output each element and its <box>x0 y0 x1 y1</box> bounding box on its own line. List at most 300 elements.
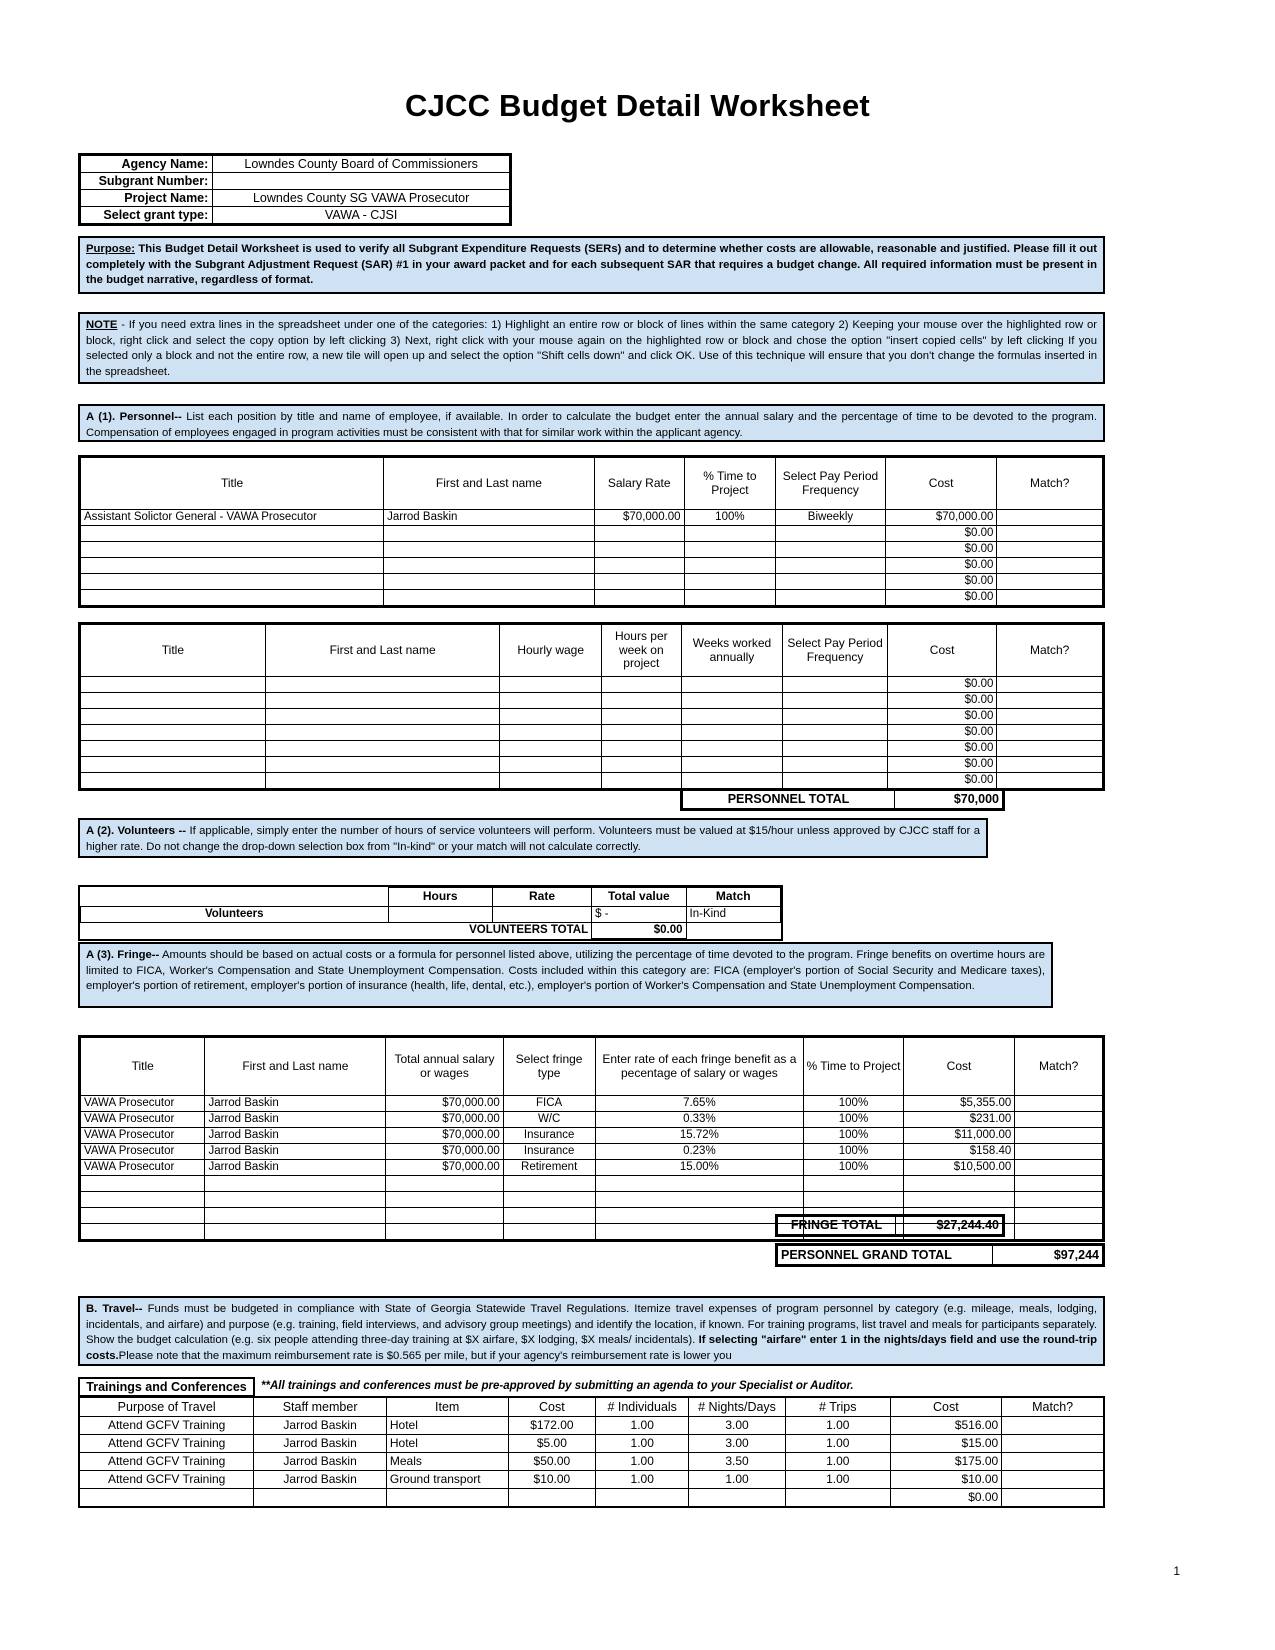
personnel-hourly-cell-title[interactable] <box>81 741 266 757</box>
personnel-salary-col-1: First and Last name <box>384 458 595 510</box>
fringe-cell-title[interactable] <box>81 1176 205 1192</box>
personnel-salary-cell-match[interactable] <box>997 542 1103 558</box>
note-instruction-box <box>78 312 1105 384</box>
table-row <box>80 1453 1104 1471</box>
fringe-cell-name[interactable]: Jarrod Baskin <box>205 1112 386 1128</box>
personnel-salary-cell-pct_time[interactable] <box>684 574 776 590</box>
fringe-cell-salary[interactable] <box>386 1192 504 1208</box>
trainings-cell-nights[interactable]: 3.00 <box>689 1435 786 1453</box>
purpose-instruction-box <box>78 236 1105 294</box>
personnel-hourly-cell-cost[interactable]: $0.00 <box>887 677 996 693</box>
trainings-cell-trips[interactable]: 1.00 <box>785 1471 890 1489</box>
personnel-hourly-cell-cost[interactable]: $0.00 <box>887 773 996 789</box>
trainings-cell-cost[interactable]: $0.00 <box>890 1489 1002 1507</box>
personnel-salary-cell-match[interactable] <box>997 558 1103 574</box>
fringe-cell-fringe_type[interactable] <box>503 1176 595 1192</box>
fringe-cell-title[interactable] <box>81 1208 205 1224</box>
personnel-hourly-cell-hours_week[interactable] <box>601 677 681 693</box>
fringe-cell-pct_time[interactable] <box>804 1176 904 1192</box>
fringe-cell-rate[interactable] <box>595 1208 804 1224</box>
fringe-cell-name[interactable] <box>205 1192 386 1208</box>
fringe-cell-title[interactable] <box>81 1224 205 1240</box>
fringe-cell-cost[interactable]: $10,500.00 <box>903 1160 1015 1176</box>
fringe-cell-fringe_type[interactable]: Retirement <box>503 1160 595 1176</box>
personnel-hourly-cell-hours_week[interactable] <box>601 773 681 789</box>
table-row <box>80 1489 1104 1507</box>
trainings-col-3: Cost <box>508 1398 596 1417</box>
fringe-col-3: Select fringe type <box>503 1038 595 1096</box>
table-row <box>81 741 1103 757</box>
fringe-col-5: % Time to Project <box>804 1038 904 1096</box>
personnel-hourly-cell-weeks_annual[interactable] <box>681 725 783 741</box>
fringe-cell-cost[interactable] <box>903 1176 1015 1192</box>
personnel-salary-cell-salary_rate[interactable] <box>594 526 684 542</box>
personnel-grand-total-strip <box>775 1243 1105 1267</box>
volunteers-total-value-cell: $ - <box>592 906 686 922</box>
personnel-hourly-cell-match[interactable] <box>997 677 1103 693</box>
personnel-salary-col-6: Match? <box>997 458 1103 510</box>
trainings-cell-match[interactable] <box>1002 1471 1104 1489</box>
table-row <box>81 1096 1103 1112</box>
trainings-cell-purpose[interactable]: Attend GCFV Training <box>80 1453 254 1471</box>
personnel-hourly-cell-name[interactable] <box>265 773 500 789</box>
trainings-cell-nights[interactable] <box>689 1489 786 1507</box>
fringe-cell-salary[interactable]: $70,000.00 <box>386 1144 504 1160</box>
personnel-salary-cell-cost[interactable]: $70,000.00 <box>885 510 997 526</box>
fringe-cell-salary[interactable] <box>386 1224 504 1240</box>
trainings-cell-trips[interactable]: 1.00 <box>785 1417 890 1435</box>
trainings-cell-trips[interactable] <box>785 1489 890 1507</box>
fringe-cell-title[interactable]: VAWA Prosecutor <box>81 1096 205 1112</box>
grand-total-label: PERSONNEL GRAND TOTAL <box>778 1246 993 1265</box>
fringe-cell-pct_time[interactable]: 100% <box>804 1160 904 1176</box>
table-row <box>81 725 1103 741</box>
personnel-salary-col-5: Cost <box>885 458 997 510</box>
personnel-hourly-cell-match[interactable] <box>997 773 1103 789</box>
fringe-cell-salary[interactable] <box>386 1176 504 1192</box>
personnel-salary-cell-title[interactable] <box>81 558 384 574</box>
personnel-hourly-cell-title[interactable] <box>81 773 266 789</box>
personnel-salary-cell-pay_period[interactable]: Biweekly <box>776 510 886 526</box>
personnel-salary-cell-match[interactable] <box>997 526 1103 542</box>
fringe-cell-fringe_type[interactable]: Insurance <box>503 1144 595 1160</box>
section-b-instruction-box <box>78 1296 1105 1366</box>
personnel-hourly-cell-hourly_wage[interactable] <box>500 725 602 741</box>
personnel-hourly-cell-pay_period[interactable] <box>783 677 888 693</box>
fringe-cell-salary[interactable] <box>386 1208 504 1224</box>
personnel-hourly-col-3: Hours per week on project <box>601 625 681 677</box>
table-row <box>81 773 1103 789</box>
personnel-hourly-cell-hours_week[interactable] <box>601 725 681 741</box>
personnel-hourly-cell-title[interactable] <box>81 757 266 773</box>
personnel-hourly-cell-weeks_annual[interactable] <box>681 709 783 725</box>
personnel-salary-col-4: Select Pay Period Frequency <box>776 458 886 510</box>
fringe-col-2: Total annual salary or wages <box>386 1038 504 1096</box>
info-label-0: Agency Name: <box>81 156 213 173</box>
volunteers-total-value: $0.00 <box>592 922 686 938</box>
info-row <box>81 207 510 224</box>
fringe-cell-rate[interactable] <box>595 1176 804 1192</box>
fringe-col-4: Enter rate of each fringe benefit as a pecentage of salary or wages <box>595 1038 804 1096</box>
trainings-cell-individuals[interactable]: 1.00 <box>596 1435 689 1453</box>
fringe-cell-name[interactable]: Jarrod Baskin <box>205 1128 386 1144</box>
trainings-cell-individuals[interactable]: 1.00 <box>596 1417 689 1435</box>
personnel-total-strip <box>680 788 1005 811</box>
personnel-salary-cell-cost[interactable]: $0.00 <box>885 590 997 606</box>
personnel-hourly-cell-weeks_annual[interactable] <box>681 773 783 789</box>
section-b-bold-tail: If selecting "airfare" enter 1 in the nights/days field and use the round-trip costs. <box>86 1334 1097 1362</box>
fringe-cell-match[interactable] <box>1015 1176 1103 1192</box>
fringe-cell-name[interactable]: Jarrod Baskin <box>205 1096 386 1112</box>
fringe-cell-name[interactable] <box>205 1224 386 1240</box>
personnel-salary-cell-salary_rate[interactable] <box>594 558 684 574</box>
trainings-cell-purpose[interactable] <box>80 1489 254 1507</box>
fringe-cell-cost[interactable]: $231.00 <box>903 1112 1015 1128</box>
personnel-salary-cell-pct_time[interactable] <box>684 542 776 558</box>
personnel-salary-cell-match[interactable] <box>997 590 1103 606</box>
personnel-hourly-cell-hourly_wage[interactable] <box>500 773 602 789</box>
personnel-hourly-cell-title[interactable] <box>81 693 266 709</box>
personnel-salary-cell-name[interactable] <box>384 574 595 590</box>
section-a2-text: If applicable, simply enter the number of hours of service volunteers will perform. Volunteers must be valued at $15/hour unless approved by CJCC staff for a higher rate. Do not change the drop-down selection box from "In-kind" or your match will not calculate correctly. <box>86 825 980 853</box>
info-row <box>81 190 510 207</box>
fringe-cell-rate[interactable] <box>595 1192 804 1208</box>
volunteers-match-cell[interactable]: In-Kind <box>686 906 780 922</box>
volunteers-col-match: Match <box>686 888 780 907</box>
volunteers-col-rate: Rate <box>492 888 591 907</box>
personnel-hourly-cell-cost[interactable]: $0.00 <box>887 757 996 773</box>
personnel-salary-cell-name[interactable] <box>384 542 595 558</box>
section-a1-heading: A (1). Personnel-- <box>86 411 182 423</box>
fringe-cell-rate[interactable]: 15.00% <box>595 1160 804 1176</box>
personnel-hourly-cell-hourly_wage[interactable] <box>500 741 602 757</box>
personnel-salary-cell-pay_period[interactable] <box>776 542 886 558</box>
fringe-cell-match[interactable] <box>1015 1128 1103 1144</box>
fringe-cell-salary[interactable]: $70,000.00 <box>386 1128 504 1144</box>
fringe-total-label: FRINGE TOTAL <box>778 1217 896 1235</box>
trainings-cell-match[interactable] <box>1002 1453 1104 1471</box>
info-value-1[interactable] <box>213 173 510 190</box>
personnel-hourly-cell-cost[interactable]: $0.00 <box>887 693 996 709</box>
personnel-salary-cell-name[interactable] <box>384 590 595 606</box>
fringe-cell-cost[interactable]: $11,000.00 <box>903 1128 1015 1144</box>
personnel-hourly-cell-cost[interactable]: $0.00 <box>887 741 996 757</box>
fringe-cell-pct_time[interactable] <box>804 1192 904 1208</box>
trainings-cell-unit_cost[interactable] <box>508 1489 596 1507</box>
personnel-hourly-cell-hours_week[interactable] <box>601 741 681 757</box>
fringe-cell-fringe_type[interactable]: W/C <box>503 1112 595 1128</box>
volunteers-col-total-value: Total value <box>592 888 686 907</box>
table-row <box>81 510 1103 526</box>
fringe-cell-name[interactable] <box>205 1176 386 1192</box>
trainings-cell-staff[interactable]: Jarrod Baskin <box>254 1471 387 1489</box>
trainings-cell-staff[interactable] <box>254 1489 387 1507</box>
table-row <box>81 542 1103 558</box>
fringe-cell-match[interactable] <box>1015 1096 1103 1112</box>
fringe-cell-match[interactable] <box>1015 1192 1103 1208</box>
personnel-hourly-cell-name[interactable] <box>265 757 500 773</box>
personnel-hourly-cell-name[interactable] <box>265 725 500 741</box>
trainings-cell-match[interactable] <box>1002 1417 1104 1435</box>
trainings-cell-unit_cost[interactable]: $10.00 <box>508 1471 596 1489</box>
trainings-col-8: Match? <box>1002 1398 1104 1417</box>
fringe-cell-fringe_type[interactable] <box>503 1224 595 1240</box>
personnel-hourly-cell-name[interactable] <box>265 677 500 693</box>
trainings-cell-nights[interactable]: 3.50 <box>689 1453 786 1471</box>
trainings-cell-staff[interactable]: Jarrod Baskin <box>254 1417 387 1435</box>
personnel-salary-cell-cost[interactable]: $0.00 <box>885 526 997 542</box>
personnel-hourly-cell-name[interactable] <box>265 693 500 709</box>
personnel-salary-cell-pct_time[interactable] <box>684 590 776 606</box>
trainings-cell-unit_cost[interactable]: $5.00 <box>508 1435 596 1453</box>
personnel-hourly-cell-hourly_wage[interactable] <box>500 709 602 725</box>
fringe-col-6: Cost <box>903 1038 1015 1096</box>
personnel-hourly-cell-match[interactable] <box>997 757 1103 773</box>
purpose-heading: Purpose: <box>86 243 135 255</box>
fringe-cell-fringe_type[interactable] <box>503 1208 595 1224</box>
personnel-salary-table <box>78 455 1105 608</box>
personnel-hourly-cell-hours_week[interactable] <box>601 757 681 773</box>
personnel-hourly-cell-cost[interactable]: $0.00 <box>887 725 996 741</box>
personnel-hourly-cell-hourly_wage[interactable] <box>500 757 602 773</box>
personnel-hourly-cell-name[interactable] <box>265 709 500 725</box>
section-a1-instruction-box <box>78 404 1105 442</box>
trainings-cell-item[interactable]: Hotel <box>386 1417 508 1435</box>
fringe-cell-pct_time[interactable]: 100% <box>804 1144 904 1160</box>
table-row <box>81 574 1103 590</box>
section-a3-text: Amounts should be based on actual costs or a formula for personnel listed above, utilizing the percentage of time devoted to the program. Fringe benefits on overtime hours are limited to FICA, Worker's Compensation and State Unemployment Compensation. Costs included within this category are: FICA (employer's portion of Social Security and Medicare taxes), employer's portion of retirement, employer's portion of insurance (health, life, dental, etc.), employer's portion of Worker's Compensation and State Unemployment Compensation. <box>86 949 1045 993</box>
personnel-hourly-cell-weeks_annual[interactable] <box>681 693 783 709</box>
fringe-cell-pct_time[interactable]: 100% <box>804 1112 904 1128</box>
fringe-cell-fringe_type[interactable] <box>503 1192 595 1208</box>
fringe-cell-rate[interactable] <box>595 1224 804 1240</box>
personnel-salary-cell-salary_rate[interactable] <box>594 542 684 558</box>
personnel-hourly-cell-name[interactable] <box>265 741 500 757</box>
table-row <box>81 526 1103 542</box>
trainings-cell-cost[interactable]: $10.00 <box>890 1471 1002 1489</box>
personnel-hourly-cell-pay_period[interactable] <box>783 709 888 725</box>
personnel-hourly-cell-hours_week[interactable] <box>601 709 681 725</box>
trainings-cell-individuals[interactable]: 1.00 <box>596 1471 689 1489</box>
trainings-cell-item[interactable]: Hotel <box>386 1435 508 1453</box>
fringe-cell-rate[interactable]: 7.65% <box>595 1096 804 1112</box>
fringe-cell-rate[interactable]: 15.72% <box>595 1128 804 1144</box>
personnel-salary-cell-pay_period[interactable] <box>776 590 886 606</box>
trainings-col-2: Item <box>386 1398 508 1417</box>
fringe-cell-match[interactable] <box>1015 1112 1103 1128</box>
personnel-salary-cell-pay_period[interactable] <box>776 526 886 542</box>
volunteers-hours-cell[interactable] <box>388 906 492 922</box>
personnel-hourly-cell-match[interactable] <box>997 709 1103 725</box>
note-heading: NOTE <box>86 319 118 331</box>
fringe-cell-cost[interactable]: $5,355.00 <box>903 1096 1015 1112</box>
volunteers-row-label[interactable]: Volunteers <box>81 906 389 922</box>
personnel-hourly-col-7: Match? <box>997 625 1103 677</box>
personnel-hourly-cell-pay_period[interactable] <box>783 741 888 757</box>
table-row <box>81 1192 1103 1208</box>
table-row <box>81 558 1103 574</box>
personnel-salary-cell-pay_period[interactable] <box>776 558 886 574</box>
personnel-salary-cell-name[interactable]: Jarrod Baskin <box>384 510 595 526</box>
personnel-salary-cell-cost[interactable]: $0.00 <box>885 542 997 558</box>
personnel-hourly-cell-title[interactable] <box>81 709 266 725</box>
personnel-salary-cell-title[interactable] <box>81 590 384 606</box>
info-value-3[interactable]: VAWA - CJSI <box>213 207 510 224</box>
page-number: 1 <box>1173 1564 1180 1578</box>
section-b-cut-line: Please note that the maximum reimbursement rate is $0.565 per mile, but if your agency's reimbursement rate is lower you <box>118 1349 732 1362</box>
fringe-cell-match[interactable] <box>1015 1208 1103 1224</box>
personnel-salary-cell-title[interactable] <box>81 574 384 590</box>
trainings-cell-unit_cost[interactable]: $50.00 <box>508 1453 596 1471</box>
trainings-cell-match[interactable] <box>1002 1435 1104 1453</box>
page-title: CJCC Budget Detail Worksheet <box>405 88 870 123</box>
fringe-cell-title[interactable]: VAWA Prosecutor <box>81 1160 205 1176</box>
fringe-cell-rate[interactable]: 0.23% <box>595 1144 804 1160</box>
personnel-salary-cell-match[interactable] <box>997 510 1103 526</box>
personnel-hourly-cell-hourly_wage[interactable] <box>500 693 602 709</box>
personnel-hourly-col-0: Title <box>81 625 266 677</box>
trainings-cell-trips[interactable]: 1.00 <box>785 1453 890 1471</box>
trainings-header-row <box>78 1377 1105 1397</box>
volunteers-rate-cell[interactable] <box>492 906 591 922</box>
personnel-hourly-cell-match[interactable] <box>997 741 1103 757</box>
personnel-hourly-cell-hours_week[interactable] <box>601 693 681 709</box>
trainings-cell-cost[interactable]: $15.00 <box>890 1435 1002 1453</box>
personnel-hourly-cell-pay_period[interactable] <box>783 757 888 773</box>
trainings-cell-purpose[interactable]: Attend GCFV Training <box>80 1435 254 1453</box>
section-a2-instruction-box <box>78 818 988 858</box>
fringe-cell-pct_time[interactable]: 100% <box>804 1096 904 1112</box>
fringe-cell-title[interactable]: VAWA Prosecutor <box>81 1112 205 1128</box>
personnel-hourly-cell-pay_period[interactable] <box>783 693 888 709</box>
fringe-cell-match[interactable] <box>1015 1144 1103 1160</box>
personnel-hourly-cell-hourly_wage[interactable] <box>500 677 602 693</box>
section-b-heading: B. Travel-- <box>86 1303 143 1315</box>
trainings-table <box>78 1396 1105 1508</box>
fringe-cell-rate[interactable]: 0.33% <box>595 1112 804 1128</box>
personnel-salary-cell-match[interactable] <box>997 574 1103 590</box>
personnel-total-value: $70,000 <box>895 791 1003 809</box>
fringe-cell-salary[interactable]: $70,000.00 <box>386 1160 504 1176</box>
personnel-salary-cell-pct_time[interactable] <box>684 558 776 574</box>
trainings-cell-purpose[interactable]: Attend GCFV Training <box>80 1417 254 1435</box>
fringe-cell-fringe_type[interactable]: Insurance <box>503 1128 595 1144</box>
personnel-hourly-cell-pay_period[interactable] <box>783 725 888 741</box>
fringe-table <box>78 1035 1105 1242</box>
trainings-cell-individuals[interactable] <box>596 1489 689 1507</box>
trainings-col-5: # Nights/Days <box>689 1398 786 1417</box>
purpose-text: This Budget Detail Worksheet is used to verify all Subgrant Expenditure Requests (SERs) and to determine whether costs are allowable, reasonable and justified. Please fill it out completely with the Subgrant Adjustment Request (SAR) #1 in your award packet and for each subsequent SAR that requires a budget change. All required information must be present in the budget narrative, regardless of format. <box>86 243 1097 287</box>
personnel-salary-cell-pct_time[interactable] <box>684 526 776 542</box>
fringe-cell-match[interactable] <box>1015 1224 1103 1240</box>
personnel-salary-cell-cost[interactable]: $0.00 <box>885 574 997 590</box>
table-row <box>81 1160 1103 1176</box>
fringe-cell-pct_time[interactable]: 100% <box>804 1128 904 1144</box>
personnel-hourly-cell-weeks_annual[interactable] <box>681 677 783 693</box>
personnel-salary-cell-title[interactable] <box>81 542 384 558</box>
fringe-cell-title[interactable]: VAWA Prosecutor <box>81 1144 205 1160</box>
personnel-hourly-col-2: Hourly wage <box>500 625 602 677</box>
fringe-cell-cost[interactable] <box>903 1192 1015 1208</box>
trainings-cell-cost[interactable]: $516.00 <box>890 1417 1002 1435</box>
info-value-0[interactable]: Lowndes County Board of Commissioners <box>213 156 510 173</box>
trainings-cell-trips[interactable]: 1.00 <box>785 1435 890 1453</box>
fringe-cell-fringe_type[interactable]: FICA <box>503 1096 595 1112</box>
trainings-col-4: # Individuals <box>596 1398 689 1417</box>
table-row <box>81 693 1103 709</box>
personnel-hourly-cell-cost[interactable]: $0.00 <box>887 709 996 725</box>
personnel-salary-cell-cost[interactable]: $0.00 <box>885 558 997 574</box>
table-row <box>80 1435 1104 1453</box>
info-label-1: Subgrant Number: <box>81 173 213 190</box>
personnel-salary-cell-pct_time[interactable]: 100% <box>684 510 776 526</box>
trainings-cell-item[interactable]: Ground transport <box>386 1471 508 1489</box>
fringe-col-1: First and Last name <box>205 1038 386 1096</box>
trainings-cell-staff[interactable]: Jarrod Baskin <box>254 1453 387 1471</box>
trainings-cell-purpose[interactable]: Attend GCFV Training <box>80 1471 254 1489</box>
fringe-cell-title[interactable] <box>81 1192 205 1208</box>
info-row <box>81 156 510 173</box>
personnel-hourly-cell-pay_period[interactable] <box>783 773 888 789</box>
personnel-salary-cell-title[interactable]: Assistant Solictor General - VAWA Prosecutor <box>81 510 384 526</box>
trainings-col-6: # Trips <box>785 1398 890 1417</box>
info-value-2[interactable]: Lowndes County SG VAWA Prosecutor <box>213 190 510 207</box>
personnel-salary-cell-name[interactable] <box>384 526 595 542</box>
trainings-cell-match[interactable] <box>1002 1489 1104 1507</box>
trainings-cell-nights[interactable]: 1.00 <box>689 1471 786 1489</box>
fringe-cell-salary[interactable]: $70,000.00 <box>386 1112 504 1128</box>
trainings-cell-staff[interactable]: Jarrod Baskin <box>254 1435 387 1453</box>
personnel-hourly-cell-title[interactable] <box>81 677 266 693</box>
table-row <box>80 1417 1104 1435</box>
personnel-hourly-cell-match[interactable] <box>997 693 1103 709</box>
fringe-cell-title[interactable]: VAWA Prosecutor <box>81 1128 205 1144</box>
note-text: - If you need extra lines in the spreadsheet under one of the categories: 1) Highlight an entire row or block of lines within the same category 2) Keeping your mouse over the highlighted row or block, right click and select the copy option by left clicking 3) Next, right click with your mouse again on the highlighted row or block and chose the option "insert copied cells" by left clicking If you selected only a block and not the entire row, a new tile will open up and select the option "Shift cells down" and click OK. Use of this technique will ensure that you don't change the formulas inserted in the spreadsheet. <box>86 319 1097 378</box>
fringe-cell-match[interactable] <box>1015 1160 1103 1176</box>
trainings-cell-cost[interactable]: $175.00 <box>890 1453 1002 1471</box>
table-row <box>81 1144 1103 1160</box>
trainings-cell-item[interactable]: Meals <box>386 1453 508 1471</box>
fringe-cell-salary[interactable]: $70,000.00 <box>386 1096 504 1112</box>
trainings-col-1: Staff member <box>254 1398 387 1417</box>
table-left-rail <box>78 1396 80 1496</box>
personnel-hourly-cell-title[interactable] <box>81 725 266 741</box>
personnel-salary-cell-salary_rate[interactable] <box>594 574 684 590</box>
trainings-cell-unit_cost[interactable]: $172.00 <box>508 1417 596 1435</box>
trainings-section-label: Trainings and Conferences <box>79 1378 254 1396</box>
personnel-hourly-col-4: Weeks worked annually <box>681 625 783 677</box>
personnel-hourly-col-6: Cost <box>887 625 996 677</box>
personnel-salary-cell-salary_rate[interactable] <box>594 590 684 606</box>
trainings-cell-nights[interactable]: 3.00 <box>689 1417 786 1435</box>
personnel-hourly-col-1: First and Last name <box>265 625 500 677</box>
personnel-salary-cell-pay_period[interactable] <box>776 574 886 590</box>
personnel-hourly-cell-match[interactable] <box>997 725 1103 741</box>
personnel-hourly-cell-weeks_annual[interactable] <box>681 741 783 757</box>
fringe-cell-name[interactable]: Jarrod Baskin <box>205 1144 386 1160</box>
personnel-salary-cell-title[interactable] <box>81 526 384 542</box>
trainings-cell-individuals[interactable]: 1.00 <box>596 1453 689 1471</box>
fringe-cell-name[interactable]: Jarrod Baskin <box>205 1160 386 1176</box>
personnel-salary-cell-name[interactable] <box>384 558 595 574</box>
fringe-col-7: Match? <box>1015 1038 1103 1096</box>
fringe-cell-name[interactable] <box>205 1208 386 1224</box>
trainings-cell-item[interactable] <box>386 1489 508 1507</box>
personnel-salary-cell-salary_rate[interactable]: $70,000.00 <box>594 510 684 526</box>
agency-info-block <box>78 153 512 226</box>
fringe-cell-cost[interactable]: $158.40 <box>903 1144 1015 1160</box>
personnel-hourly-cell-weeks_annual[interactable] <box>681 757 783 773</box>
